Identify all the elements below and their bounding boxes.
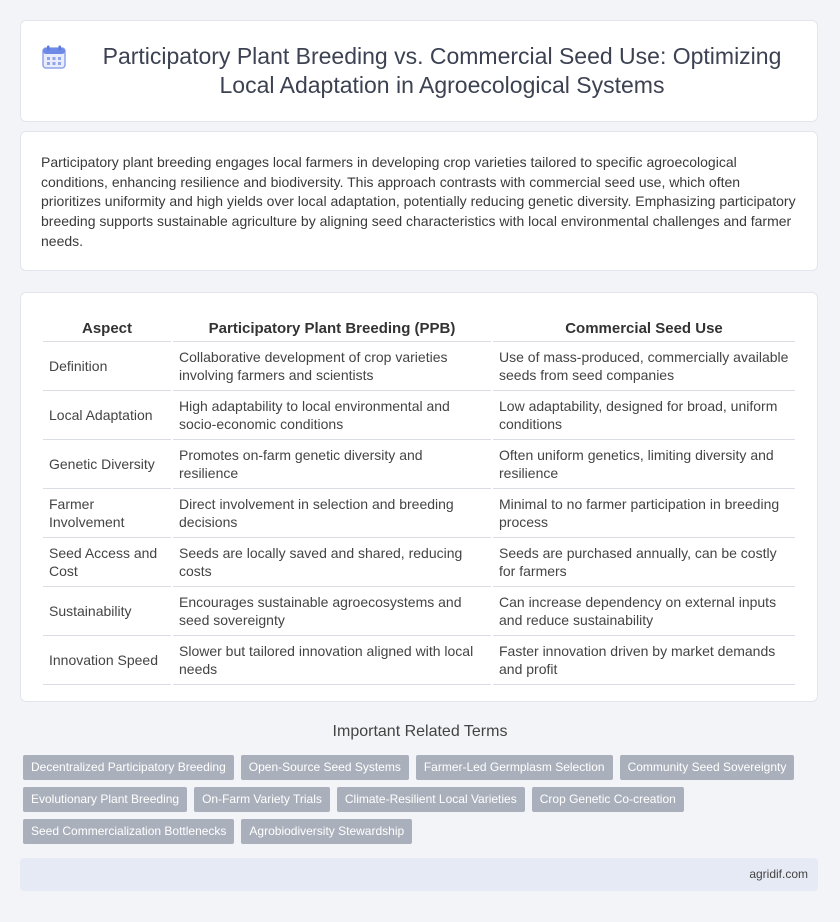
row-ppb-value: Direct involvement in selection and breeding decisions xyxy=(173,489,491,538)
related-terms-title: Important Related Terms xyxy=(332,723,508,740)
related-term-tag[interactable]: Agrobiodiversity Stewardship xyxy=(241,819,412,844)
table-header-row xyxy=(43,311,795,342)
column-header-commercial: Commercial Seed Use xyxy=(493,311,795,342)
row-aspect: Innovation Speed xyxy=(43,636,171,685)
column-header-aspect: Aspect xyxy=(43,311,171,342)
comparison-table xyxy=(41,311,797,685)
related-term-tag[interactable]: Decentralized Participatory Breeding xyxy=(23,755,234,780)
table-row xyxy=(43,342,795,391)
related-term-tag[interactable]: Community Seed Sovereignty xyxy=(620,755,795,780)
related-term-tag[interactable]: Evolutionary Plant Breeding xyxy=(23,787,187,812)
row-aspect: Seed Access and Cost xyxy=(43,538,171,587)
row-ppb-value: High adaptability to local environmental and socio-economic conditions xyxy=(173,391,491,440)
table-row xyxy=(43,440,795,489)
related-term-tag[interactable]: Crop Genetic Co-creation xyxy=(532,787,684,812)
row-commercial-value: Can increase dependency on external inputs and reduce sustainability xyxy=(493,587,795,636)
intro-paragraph: Participatory plant breeding engages local farmers in developing crop varieties tailored to specific agroecological conditions, enhancing resilience and biodiversity. This approach contrasts with commercial seed use, which often prioritizes uniformity and high yields over local adaptation, potentially reducing genetic diversity. Emphasizing participatory breeding supports sustainable agriculture by aligning seed characteristics with local environmental challenges and farmer needs. xyxy=(41,154,796,249)
row-commercial-value: Low adaptability, designed for broad, uniform conditions xyxy=(493,391,795,440)
column-header-ppb: Participatory Plant Breeding (PPB) xyxy=(173,311,491,342)
row-commercial-value: Often uniform genetics, limiting diversity and resilience xyxy=(493,440,795,489)
title-card xyxy=(20,20,818,122)
table-row xyxy=(43,587,795,636)
related-term-tag[interactable]: Seed Commercialization Bottlenecks xyxy=(23,819,234,844)
row-commercial-value: Minimal to no farmer participation in breeding process xyxy=(493,489,795,538)
related-term-tag[interactable]: Farmer-Led Germplasm Selection xyxy=(416,755,613,780)
table-row xyxy=(43,538,795,587)
row-aspect: Sustainability xyxy=(43,587,171,636)
row-commercial-value: Use of mass-produced, commercially available seeds from seed companies xyxy=(493,342,795,391)
row-ppb-value: Collaborative development of crop varieties involving farmers and scientists xyxy=(173,342,491,391)
comparison-table-card xyxy=(20,292,818,702)
row-aspect: Genetic Diversity xyxy=(43,440,171,489)
row-ppb-value: Seeds are locally saved and shared, reducing costs xyxy=(173,538,491,587)
calendar-icon xyxy=(41,44,67,70)
table-row xyxy=(43,489,795,538)
related-term-tag[interactable]: On-Farm Variety Trials xyxy=(194,787,330,812)
related-term-tag[interactable]: Climate-Resilient Local Varieties xyxy=(337,787,525,812)
intro-card xyxy=(20,131,818,271)
row-commercial-value: Faster innovation driven by market demands and profit xyxy=(493,636,795,685)
row-commercial-value: Seeds are purchased annually, can be costly for farmers xyxy=(493,538,795,587)
footer xyxy=(20,858,818,891)
row-aspect: Farmer Involvement xyxy=(43,489,171,538)
row-aspect: Local Adaptation xyxy=(43,391,171,440)
page-title: Participatory Plant Breeding vs. Commercial Seed Use: Optimizing Local Adaptation in Agroecological Systems xyxy=(102,43,782,98)
related-terms-list xyxy=(23,755,813,851)
row-ppb-value: Encourages sustainable agroecosystems and seed sovereignty xyxy=(173,587,491,636)
table-row xyxy=(43,636,795,685)
row-ppb-value: Slower but tailored innovation aligned with local needs xyxy=(173,636,491,685)
table-row xyxy=(43,391,795,440)
row-aspect: Definition xyxy=(43,342,171,391)
row-ppb-value: Promotes on-farm genetic diversity and resilience xyxy=(173,440,491,489)
related-term-tag[interactable]: Open-Source Seed Systems xyxy=(241,755,409,780)
footer-site-link[interactable]: agridif.com xyxy=(749,867,808,881)
